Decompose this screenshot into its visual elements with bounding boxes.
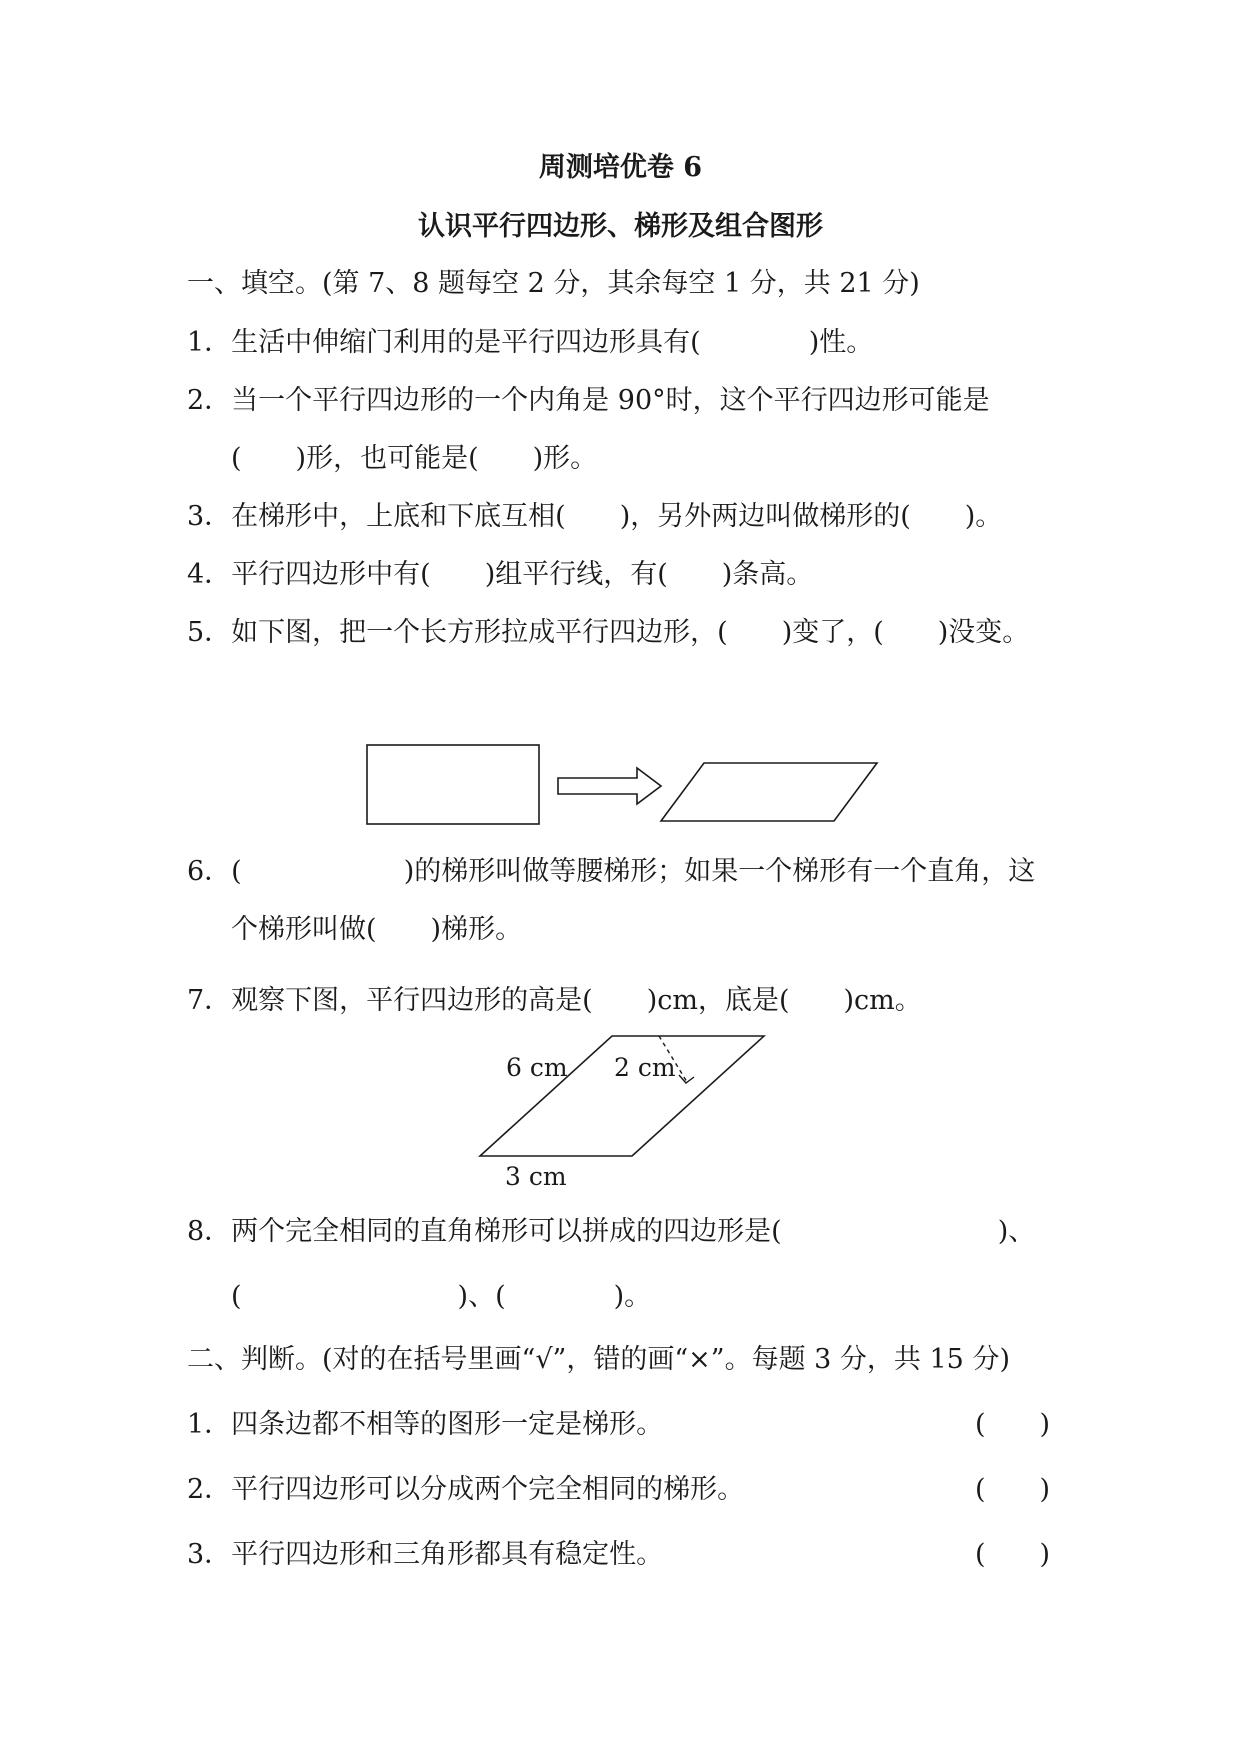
page-title: 周测培优卷 6 [538,152,703,183]
question-2-line2: ( )形，也可能是( )形。 [231,443,598,474]
page-subtitle: 认识平行四边形、梯形及组合图形 [418,211,823,242]
judge-item-1: 1．四条边都不相等的图形一定是梯形。 [187,1409,664,1440]
question-8-line2: ( )、( )。 [231,1281,652,1312]
question-7: 7．观察下图，平行四边形的高是( )cm，底是( )cm。 [187,985,922,1016]
parallelogram-shape [661,763,877,821]
parallelogram-height-figure [0,1028,1241,1191]
question-6-line1: 6．( )的梯形叫做等腰梯形；如果一个梯形有一个直角，这 [187,856,1036,887]
rectangle-shape [367,745,539,824]
height-label: 2 cm [614,1053,676,1082]
section2-heading: 二、判断。(对的在括号里画“√”，错的画“×”。每题 3 分，共 15 分) [187,1344,1010,1375]
right-angle-mark [679,1075,694,1083]
rectangle-to-parallelogram-figure [0,735,1241,835]
question-6-line2: 个梯形叫做( )梯形。 [231,914,523,945]
base-length-label: 3 cm [505,1162,567,1191]
transform-arrow [558,768,661,804]
judge-answer-paren-1: ( ) [975,1409,1051,1440]
question-2-line1: 2．当一个平行四边形的一个内角是 90°时，这个平行四边形可能是 [187,385,990,416]
judge-item-3: 3．平行四边形和三角形都具有稳定性。 [187,1539,664,1570]
question-1: 1．生活中伸缩门利用的是平行四边形具有( )性。 [187,327,874,358]
judge-item-2: 2．平行四边形可以分成两个完全相同的梯形。 [187,1474,745,1505]
question-4: 4．平行四边形中有( )组平行线，有( )条高。 [187,559,814,590]
question-5: 5．如下图，把一个长方形拉成平行四边形，( )变了，( )没变。 [187,617,1030,648]
side-length-label: 6 cm [506,1053,568,1082]
judge-answer-paren-2: ( ) [975,1474,1051,1505]
question-8-line1: 8．两个完全相同的直角梯形可以拼成的四边形是( )、 [187,1216,1036,1247]
section1-heading: 一、填空。(第 7、8 题每空 2 分，其余每空 1 分，共 21 分) [187,268,920,299]
judge-answer-paren-3: ( ) [975,1539,1051,1570]
question-3: 3．在梯形中，上底和下底互相( )，另外两边叫做梯形的( )。 [187,501,1003,532]
